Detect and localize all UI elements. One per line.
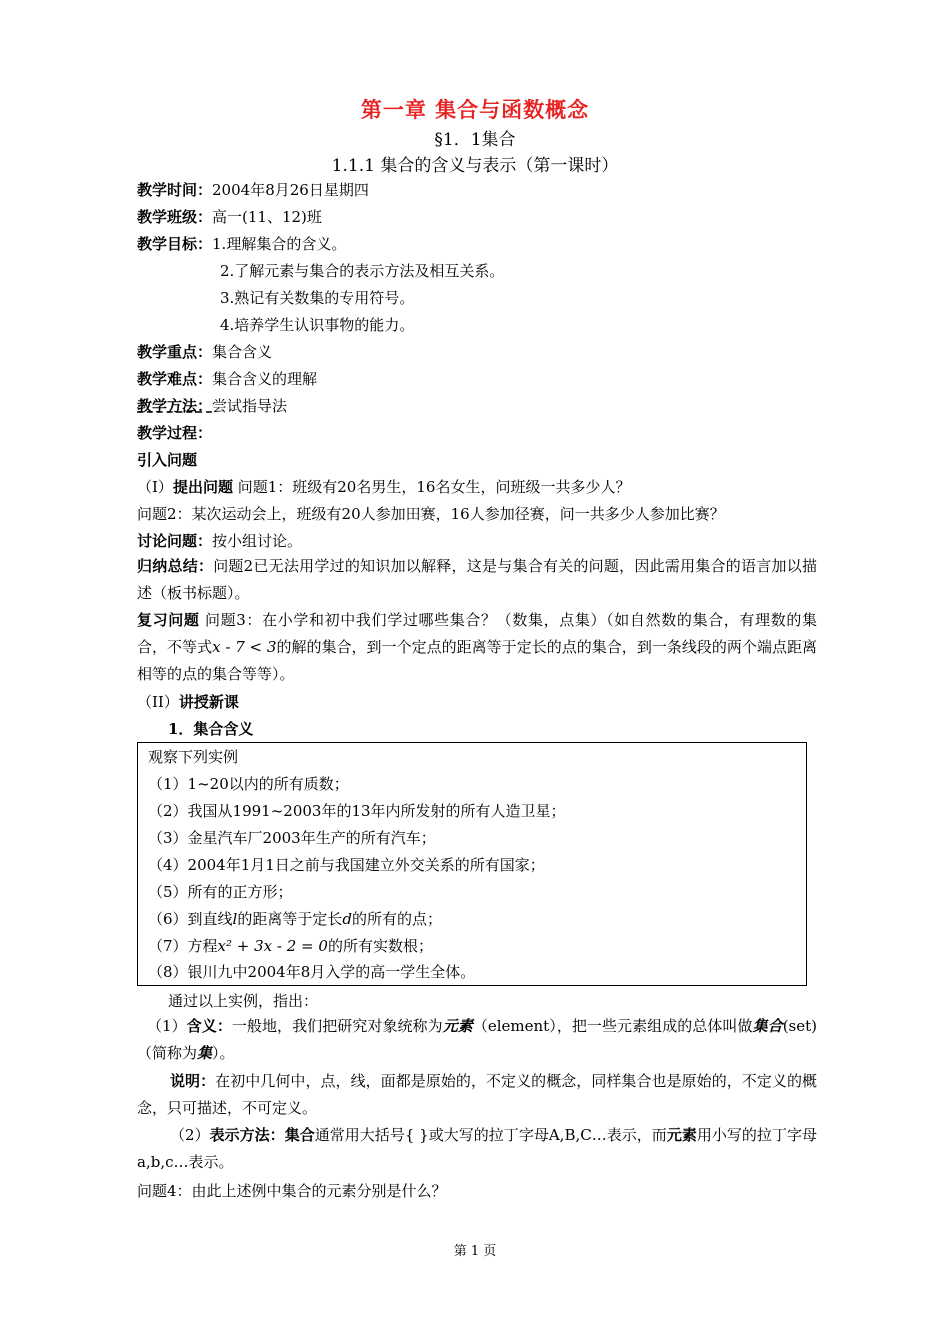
review-text-a: 问题3：在小学和初中我们学过哪些集合？（数集，点集）（如自然数的集合，有理数的集合，不等式 — [137, 611, 817, 656]
length-d-math: d — [342, 910, 352, 928]
example-item: （8）银川九中2004年8月入学的高一学生全体。 — [148, 963, 476, 981]
p2-set-term: 集合 — [284, 1126, 315, 1144]
teaching-key — [137, 342, 272, 362]
teaching-method-value: 尝试指导法 — [212, 397, 288, 415]
section-title: §1．1集合 — [434, 130, 516, 150]
discussion-value: 按小组讨论。 — [212, 532, 303, 550]
example-item — [148, 936, 433, 956]
question-4: 问题4：由此上述例中集合的元素分别是什么？ — [137, 1182, 447, 1200]
review-label: 复习问题 — [137, 611, 200, 629]
teaching-process-label: 教学过程： — [137, 424, 213, 442]
review-text-b: 的解的集合，到一个定点的距离等于定长的点的集合，到一条线段的两个端点距离相等的点的集合等等）。 — [137, 638, 817, 683]
teaching-key-label: 教学重点： — [137, 343, 213, 361]
goal-item: 1.理解集合的含义。 — [212, 235, 347, 253]
teaching-class-value: 高一(11、12)班 — [212, 208, 322, 226]
p2-element-term: 元素 — [666, 1126, 697, 1144]
teaching-goals-label: 教学目标： — [137, 235, 213, 253]
part2-heading — [137, 692, 239, 712]
goal-item: 4.培养学生认识事物的能力。 — [220, 316, 415, 334]
p1-text-b: （element），把一些元素组成的总体叫做 — [472, 1017, 753, 1035]
example-item: （1）1~20以内的所有质数； — [148, 775, 349, 793]
p1-label: 含义： — [186, 1017, 232, 1035]
definition-lead: 通过以上实例，指出： — [168, 992, 319, 1010]
part2-label: 讲授新课 — [178, 693, 239, 711]
teaching-key-value: 集合含义 — [212, 343, 273, 361]
p2-text-a: 通常用大括号{ }或大写的拉丁字母A,B,C…表示，而 — [314, 1126, 667, 1144]
p1-text-a: 一般地，我们把研究对象统称为 — [231, 1017, 443, 1035]
teaching-method-label: 教学方法： — [137, 397, 213, 415]
teaching-time-value: 2004年8月26日星期四 — [212, 181, 369, 199]
p1-text-c: (set)（简称为 — [137, 1017, 817, 1062]
definition-meaning — [137, 1013, 817, 1067]
set-term: 集合 — [752, 1017, 783, 1035]
chapter-title: 第一章 集合与函数概念 — [360, 97, 590, 122]
summary-label: 归纳总结： — [137, 557, 214, 575]
examples-box — [137, 742, 807, 986]
question-1-text: 问题1：班级有20名男生，16名女生，问班级一共多少人？ — [232, 478, 631, 496]
example-item: （5）所有的正方形； — [148, 883, 293, 901]
page-number: 第 1 页 — [453, 1244, 497, 1259]
example-item — [148, 909, 442, 929]
p1-prefix: （1） — [147, 1017, 187, 1035]
definition-note — [137, 1068, 817, 1122]
note-value: 在初中几何中，点，线，面都是原始的，不定义的概念，同样集合也是原始的，不定义的概念，只可描述，不可定义。 — [137, 1072, 817, 1117]
teaching-difficulty-label: 教学难点： — [137, 370, 213, 388]
subsection-title: 1.1.1 集合的含义与表示（第一课时） — [331, 156, 619, 176]
examples-heading: 观察下列实例 — [148, 748, 239, 766]
example-item: （3）金星汽车厂2003年生产的所有汽车； — [148, 829, 436, 847]
definition-notation — [137, 1122, 817, 1176]
inequality-math: x - 7 < 3 — [212, 638, 277, 656]
summary-value: 问题2已无法用学过的知识加以解释，这是与集合有关的问题，因此需用集合的语言加以描述（板书标题）。 — [137, 557, 817, 602]
part1-label: 提出问题 — [172, 478, 233, 496]
example-6-a: （6）到直线 — [148, 910, 233, 928]
part1-prefix: （I） — [137, 478, 173, 496]
line-l-math: l — [232, 910, 238, 928]
question-2: 问题2：某次运动会上，班级有20人参加田赛，16人参加径赛，问一共多少人参加比赛？ — [137, 505, 725, 523]
teaching-class — [137, 207, 322, 227]
review — [137, 607, 817, 688]
teaching-difficulty-value: 集合含义的理解 — [212, 370, 318, 388]
equation-math: x² + 3x - 2 = 0 — [217, 937, 328, 955]
set-short-term: 集 — [197, 1044, 213, 1062]
example-7-a: （7）方程 — [148, 937, 218, 955]
summary — [137, 553, 817, 607]
teaching-method — [137, 396, 287, 416]
element-term: 元素 — [442, 1017, 473, 1035]
example-6-c: 的所有的点； — [351, 910, 442, 928]
teaching-difficulty — [137, 369, 317, 389]
example-7-b: 的所有实数根； — [327, 937, 433, 955]
teaching-time — [137, 180, 369, 200]
discussion-label: 讨论问题： — [137, 532, 213, 550]
example-item: （2）我国从1991~2003年的13年内所发射的所有人造卫星； — [148, 802, 566, 820]
discussion — [137, 531, 302, 551]
item1-heading: 1．集合含义 — [168, 720, 254, 738]
example-6-b: 的距离等于定长 — [237, 910, 343, 928]
note-label: 说明： — [170, 1072, 216, 1090]
question-1 — [137, 477, 630, 497]
teaching-class-label: 教学班级： — [137, 208, 213, 226]
p2-prefix: （2） — [170, 1126, 210, 1144]
p1-text-d: ）。 — [212, 1044, 235, 1062]
goal-item: 2.了解元素与集合的表示方法及相互关系。 — [220, 262, 505, 280]
teaching-time-label: 教学时间： — [137, 181, 213, 199]
p2-label: 表示方法： — [209, 1126, 285, 1144]
intro-heading: 引入问题 — [137, 451, 198, 469]
part2-prefix: （II） — [137, 693, 179, 711]
p2-text-b: 用小写的拉丁字母a,b,c…表示。 — [137, 1126, 817, 1171]
goal-item: 3.熟记有关数集的专用符号。 — [220, 289, 415, 307]
example-item: （4）2004年1月1日之前与我国建立外交关系的所有国家； — [148, 856, 545, 874]
teaching-goals — [137, 234, 346, 254]
